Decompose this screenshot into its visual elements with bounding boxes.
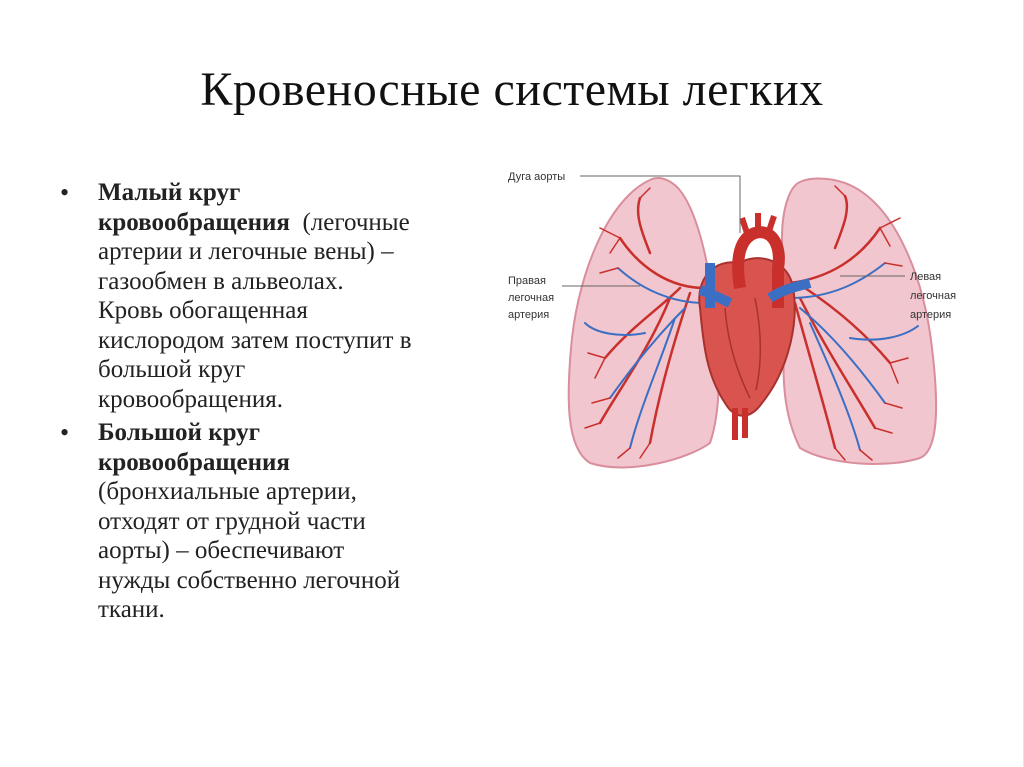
text-span: (легочные <box>289 208 410 236</box>
text-line: аорты) – обеспечивают <box>98 537 345 564</box>
text-line: Кровь обогащенная <box>98 297 308 324</box>
left-lung-shape <box>782 179 936 464</box>
bullet-item-systemic <box>60 418 510 625</box>
label-text: артерия <box>910 309 952 321</box>
slide-title: Кровеносные системы легких <box>200 63 824 116</box>
text-line: ткани. <box>98 596 165 623</box>
text-line <box>98 178 510 208</box>
bullet-item-pulmonary <box>60 178 510 414</box>
bold-term: кровообращения <box>98 208 290 236</box>
text-line: кровообращения. <box>98 385 283 413</box>
right-lung-shape <box>569 178 719 467</box>
text-line <box>98 448 510 478</box>
text-line: нужды собственно легочной <box>98 566 401 594</box>
label-text: Правая <box>508 275 546 287</box>
label-text: Дуга аорты <box>508 171 566 183</box>
bullet-list <box>60 178 510 629</box>
bold-term: кровообращения <box>98 448 290 476</box>
bullet-marker: • <box>60 178 70 207</box>
text-line: газообмен в альвеолах. <box>98 267 344 295</box>
text-line: большой круг <box>98 356 246 383</box>
label-text: легочная <box>508 292 555 304</box>
lung-circulation-illustration <box>500 158 1000 478</box>
text-line <box>98 418 510 448</box>
bullet-marker: • <box>60 418 70 447</box>
label-text: артерия <box>508 309 550 321</box>
text-line: артерии и легочные вены) – <box>98 238 394 265</box>
label-text: Левая <box>910 271 942 283</box>
label-text: легочная <box>910 290 957 302</box>
text-line: отходят от грудной части <box>98 507 366 535</box>
text-line: (бронхиальные артерии, <box>98 478 357 505</box>
bold-term: Малый круг <box>98 179 241 206</box>
lungs-heart-diagram <box>500 158 1000 478</box>
text-line: кислородом затем поступит в <box>98 326 412 354</box>
bold-term: Большой круг <box>98 419 261 446</box>
text-line <box>98 208 510 238</box>
